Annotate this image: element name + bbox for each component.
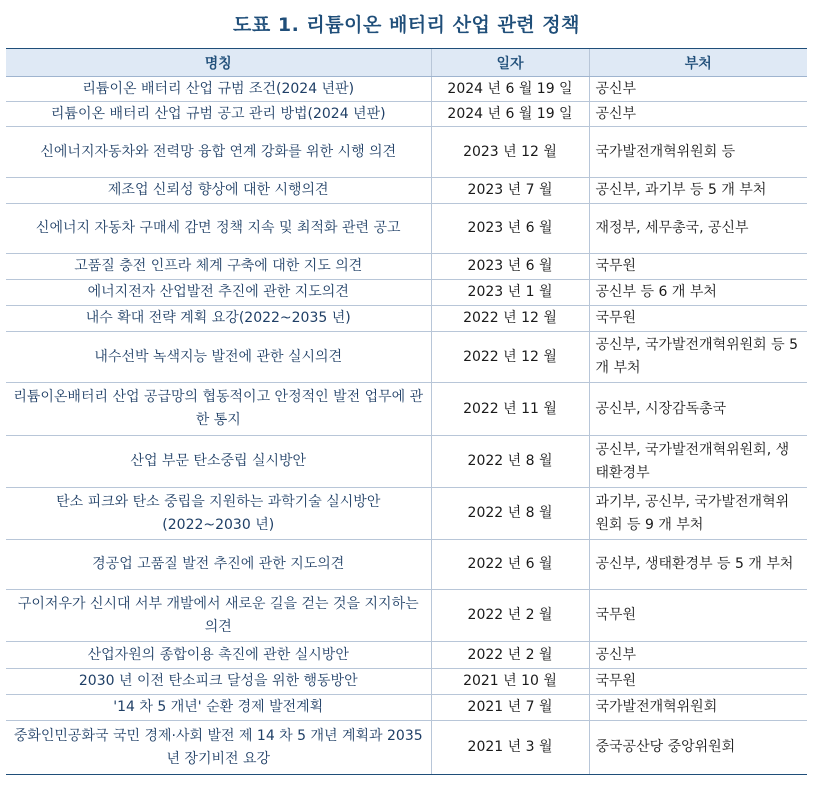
policy-date: 2023 년 7 월: [431, 178, 589, 204]
policy-date: 2022 년 12 월: [431, 306, 589, 332]
policy-date: 2022 년 11 월: [431, 383, 589, 436]
policy-date: 2022 년 12 월: [431, 332, 589, 383]
policy-dept: 국무원: [589, 669, 807, 695]
policy-name: 리튬이온배터리 산업 공급망의 협동적이고 안정적인 발전 업무에 관한 통지: [6, 383, 431, 436]
table-row: [6, 332, 807, 383]
policy-dept: 국무원: [589, 306, 807, 332]
policy-name: 내수선박 녹색지능 발전에 관한 실시의견: [6, 332, 431, 383]
policy-date: 2023 년 12 월: [431, 127, 589, 178]
policy-name: 산업자원의 종합이용 촉진에 관한 실시방안: [6, 642, 431, 669]
policy-date: 2021 년 10 월: [431, 669, 589, 695]
policy-date: 2021 년 3 월: [431, 721, 589, 775]
policy-name: 신에너지자동차와 전력망 융합 연계 강화를 위한 시행 의견: [6, 127, 431, 178]
policy-dept: 공신부 등 6 개 부처: [589, 280, 807, 306]
policy-date: 2022 년 8 월: [431, 436, 589, 488]
policy-table: [6, 48, 807, 775]
table-row: [6, 383, 807, 436]
policy-dept: 국가발전개혁위원회 등: [589, 127, 807, 178]
policy-dept: 공신부, 시장감독총국: [589, 383, 807, 436]
table-row: [6, 590, 807, 642]
policy-name: 2030 년 이전 탄소피크 달성을 위한 행동방안: [6, 669, 431, 695]
policy-name: 에너지전자 산업발전 추진에 관한 지도의견: [6, 280, 431, 306]
table-row: [6, 642, 807, 669]
policy-date: 2023 년 6 월: [431, 204, 589, 254]
table-row: [6, 254, 807, 280]
table-row: [6, 204, 807, 254]
policy-dept: 국무원: [589, 254, 807, 280]
policy-name: '14 차 5 개년' 순환 경제 발전계획: [6, 695, 431, 721]
policy-date: 2023 년 6 월: [431, 254, 589, 280]
policy-name: 리튬이온 배터리 산업 규범 공고 관리 방법(2024 년판): [6, 102, 431, 127]
policy-dept: 공신부, 과기부 등 5 개 부처: [589, 178, 807, 204]
policy-name: 내수 확대 전략 계획 요강(2022~2035 년): [6, 306, 431, 332]
table-row: [6, 178, 807, 204]
table-row: [6, 306, 807, 332]
table-row: [6, 669, 807, 695]
policy-date: 2022 년 2 월: [431, 642, 589, 669]
policy-date: 2024 년 6 월 19 일: [431, 102, 589, 127]
table-row: [6, 721, 807, 775]
table-row: [6, 695, 807, 721]
policy-dept: 국가발전개혁위원회: [589, 695, 807, 721]
header-dept: 부처: [589, 49, 807, 77]
policy-name: 제조업 신뢰성 향상에 대한 시행의견: [6, 178, 431, 204]
table-header-row: [6, 49, 807, 77]
table-row: [6, 540, 807, 590]
policy-dept: 공신부: [589, 642, 807, 669]
policy-date: 2021 년 7 월: [431, 695, 589, 721]
policy-name: 리튬이온 배터리 산업 규범 조건(2024 년판): [6, 77, 431, 102]
policy-date: 2022 년 8 월: [431, 488, 589, 540]
policy-dept: 국무원: [589, 590, 807, 642]
table-row: [6, 102, 807, 127]
policy-dept: 공신부, 생태환경부 등 5 개 부처: [589, 540, 807, 590]
table-title: 도표 1. 리튬이온 배터리 산업 관련 정책: [233, 14, 580, 36]
policy-name: 탄소 피크와 탄소 중립을 지원하는 과학기술 실시방안(2022~2030 년): [6, 488, 431, 540]
policy-name: 구이저우가 신시대 서부 개발에서 새로운 길을 걷는 것을 지지하는 의견: [6, 590, 431, 642]
header-date: 일자: [431, 49, 589, 77]
policy-dept: 공신부: [589, 102, 807, 127]
table-row: [6, 488, 807, 540]
policy-date: 2022 년 6 월: [431, 540, 589, 590]
policy-dept: 공신부: [589, 77, 807, 102]
header-name: 명칭: [6, 49, 431, 77]
policy-dept: 공신부, 국가발전개혁위원회, 생태환경부: [589, 436, 807, 488]
policy-date: 2024 년 6 월 19 일: [431, 77, 589, 102]
policy-dept: 공신부, 국가발전개혁위원회 등 5 개 부처: [589, 332, 807, 383]
policy-name: 고품질 충전 인프라 체계 구축에 대한 지도 의견: [6, 254, 431, 280]
policy-dept: 재정부, 세무총국, 공신부: [589, 204, 807, 254]
policy-name: 중화인민공화국 국민 경제·사회 발전 제 14 차 5 개년 계획과 2035 년 장기비전 요강: [6, 721, 431, 775]
table-row: [6, 280, 807, 306]
policy-date: 2022 년 2 월: [431, 590, 589, 642]
table-row: [6, 127, 807, 178]
table-row: [6, 77, 807, 102]
policy-dept: 과기부, 공신부, 국가발전개혁위원회 등 9 개 부처: [589, 488, 807, 540]
policy-name: 경공업 고품질 발전 추진에 관한 지도의견: [6, 540, 431, 590]
policy-date: 2023 년 1 월: [431, 280, 589, 306]
policy-name: 신에너지 자동차 구매세 감면 정책 지속 및 최적화 관련 공고: [6, 204, 431, 254]
policy-name: 산업 부문 탄소중립 실시방안: [6, 436, 431, 488]
policy-dept: 중국공산당 중앙위원회: [589, 721, 807, 775]
table-row: [6, 436, 807, 488]
